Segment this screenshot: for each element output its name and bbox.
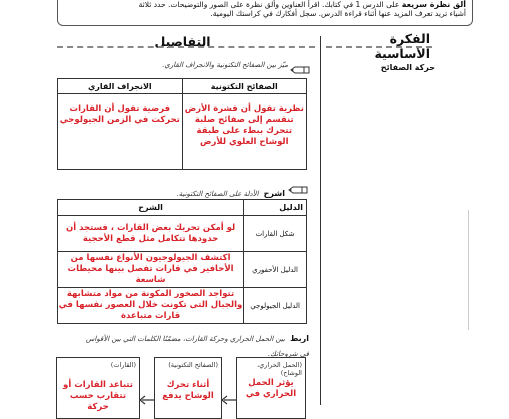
evidence-explanation-2: اكتشف الجيولوجيون الأنواع نفسها من الأحافير في قارات تفصل بينها محيطات شاسعة	[58, 252, 244, 288]
page-edge-mark	[468, 210, 469, 330]
link-box-convection	[236, 357, 306, 419]
arrow-icon	[138, 390, 154, 400]
table-row	[58, 216, 307, 252]
evidence-header-evidence: الدليل	[244, 200, 307, 216]
intro-box	[57, 0, 473, 26]
evidence-header-explanation: الشرح	[58, 200, 244, 216]
link-label: اربط	[290, 334, 309, 343]
compare-header-right: الصفائح التكتونية	[182, 79, 306, 94]
main-idea-text: حركة الصفائح	[380, 63, 435, 72]
link-box-convection-label: (الحمل الحراري، الوشاح)	[257, 361, 302, 377]
table-row	[58, 288, 307, 324]
intro-line2: أشياء تريد تعرف المزيد عنها أثناء قراءة الدرس. سجل أفكارك في كراستك اليومية.	[210, 9, 466, 18]
evidence-table	[57, 199, 307, 324]
main-idea-dashes	[326, 46, 432, 48]
link-box-convection-answer: يؤثر الحمل الحراري في	[245, 378, 297, 399]
details-title: التفاصيل	[154, 34, 211, 49]
compare-table	[57, 78, 307, 170]
pen-icon	[288, 180, 308, 190]
evidence-explanation-3: تتواجد الصخور المكونة من مواد متشابهة والجبال التى تكونت خلال العصور نفسها في قارات متباعدة	[58, 288, 244, 324]
table-row	[58, 252, 307, 288]
compare-prompt: ميّز بين الصفائح التكتونية والانجراف القاري.	[162, 61, 288, 69]
compare-header-left: الانجراف القاري	[58, 79, 183, 94]
evidence-explanation-1: لو أمكن تحريك بعض القارات ، فستجد أن حدودها تتكامل مثل قطع الأحجية	[58, 216, 244, 252]
explain-label: اشرح	[263, 189, 285, 198]
column-divider	[320, 36, 321, 405]
link-box-plates-answer: أثناء تحرك الوشاح يدفع	[162, 380, 214, 401]
evidence-label-3: الدليل الجيولوجي	[244, 288, 307, 324]
explain-prompt: الأدلة على الصفائح التكتونية.	[176, 190, 259, 198]
evidence-label-1: شكل القارات	[244, 216, 307, 252]
link-box-continents-answer: تتباعد القارات أو تتقارب حسب حركة	[63, 380, 133, 412]
pen-icon	[290, 60, 310, 70]
link-box-continents	[56, 357, 140, 419]
plate-tectonics-answer: نظرية تقول أن قشرة الأرض تنقسم إلى صفائح صلبة تتحرك ببطء على طبقة الوشاح العلوي للأرض	[182, 94, 306, 170]
evidence-label-2: الدليل الأحفوري	[244, 252, 307, 288]
link-prompt-2: في شروحاتك.	[267, 350, 309, 358]
intro-line1: على الدرس 1 في كتابك. اقرأ العناوين وألق نظرة على الصور والتوضيحات. حدد ثلاثة	[138, 0, 400, 9]
link-prompt-1: بين الحمل الحراري وحركة القارات، مضمّنًا الكلمات التي بين الأقواس	[85, 335, 285, 343]
arrow-icon	[220, 390, 236, 400]
link-box-plates-label: (الصفائح التكتونية)	[168, 361, 218, 369]
continental-drift-answer: فرضية تقول أن القارات تحركت في الزمن الجيولوجي	[58, 94, 183, 170]
intro-heading: ألق نظرة سريعة	[401, 0, 466, 9]
link-box-plates	[154, 357, 222, 419]
link-box-continents-label: (القارات)	[110, 361, 136, 369]
main-idea-title: الفكرة الأساسية	[374, 31, 430, 61]
details-dashes	[57, 46, 315, 48]
